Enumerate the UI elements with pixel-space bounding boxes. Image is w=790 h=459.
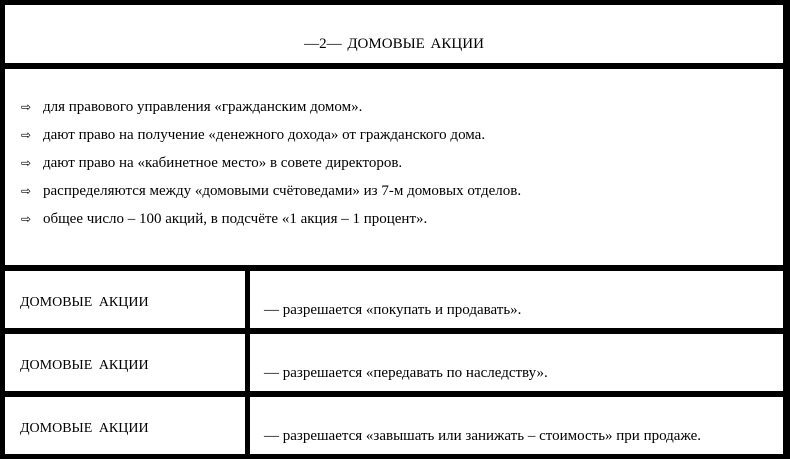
row-label-cell (5, 334, 245, 391)
row-label-cell (5, 397, 245, 454)
hollow-arrow-right-icon: ⇨ (21, 184, 32, 198)
hollow-arrow-right-icon: ⇨ (21, 156, 32, 170)
row-label: ДОМОВЫЕ АКЦИИ (20, 295, 149, 310)
hollow-arrow-right-icon: ⇨ (21, 128, 32, 142)
list-item (21, 125, 521, 153)
row-label: ДОМОВЫЕ АКЦИИ (20, 358, 149, 373)
list-item (21, 97, 521, 125)
hollow-arrow-right-icon: ⇨ (21, 100, 32, 114)
page-title: —2— ДОМОВЫЕ АКЦИИ (304, 36, 484, 52)
row-text: — разрешается «завышать или занижать – стоимость» при продаже. (264, 428, 702, 444)
row-text-cell (250, 271, 783, 328)
list-item-text: распределяются между «домовыми счётоведами» из 7-м домовых отделов. (43, 183, 522, 199)
hollow-arrow-right-icon: ⇨ (21, 212, 32, 226)
bullet-list-cell (5, 69, 783, 265)
list-item-text: общее число – 100 акций, в подсчёте «1 акция – 1 процент». (43, 211, 428, 227)
list-item (21, 209, 521, 237)
row-text-cell (250, 397, 783, 454)
title-cell (5, 5, 783, 63)
row-text: — разрешается «передавать по наследству». (264, 365, 548, 381)
list-item (21, 153, 521, 181)
list-item (21, 181, 521, 209)
list-item-text: дают право на «кабинетное место» в совете директоров. (43, 155, 403, 171)
list-item-text: для правового управления «гражданским домом». (43, 99, 363, 115)
bullet-list (21, 97, 521, 237)
row-label-cell (5, 271, 245, 328)
row-text-cell (250, 334, 783, 391)
list-item-text: дают право на получение «денежного дохода» от гражданского дома. (43, 127, 486, 143)
row-label: ДОМОВЫЕ АКЦИИ (20, 421, 149, 436)
row-text: — разрешается «покупать и продавать». (264, 302, 522, 318)
